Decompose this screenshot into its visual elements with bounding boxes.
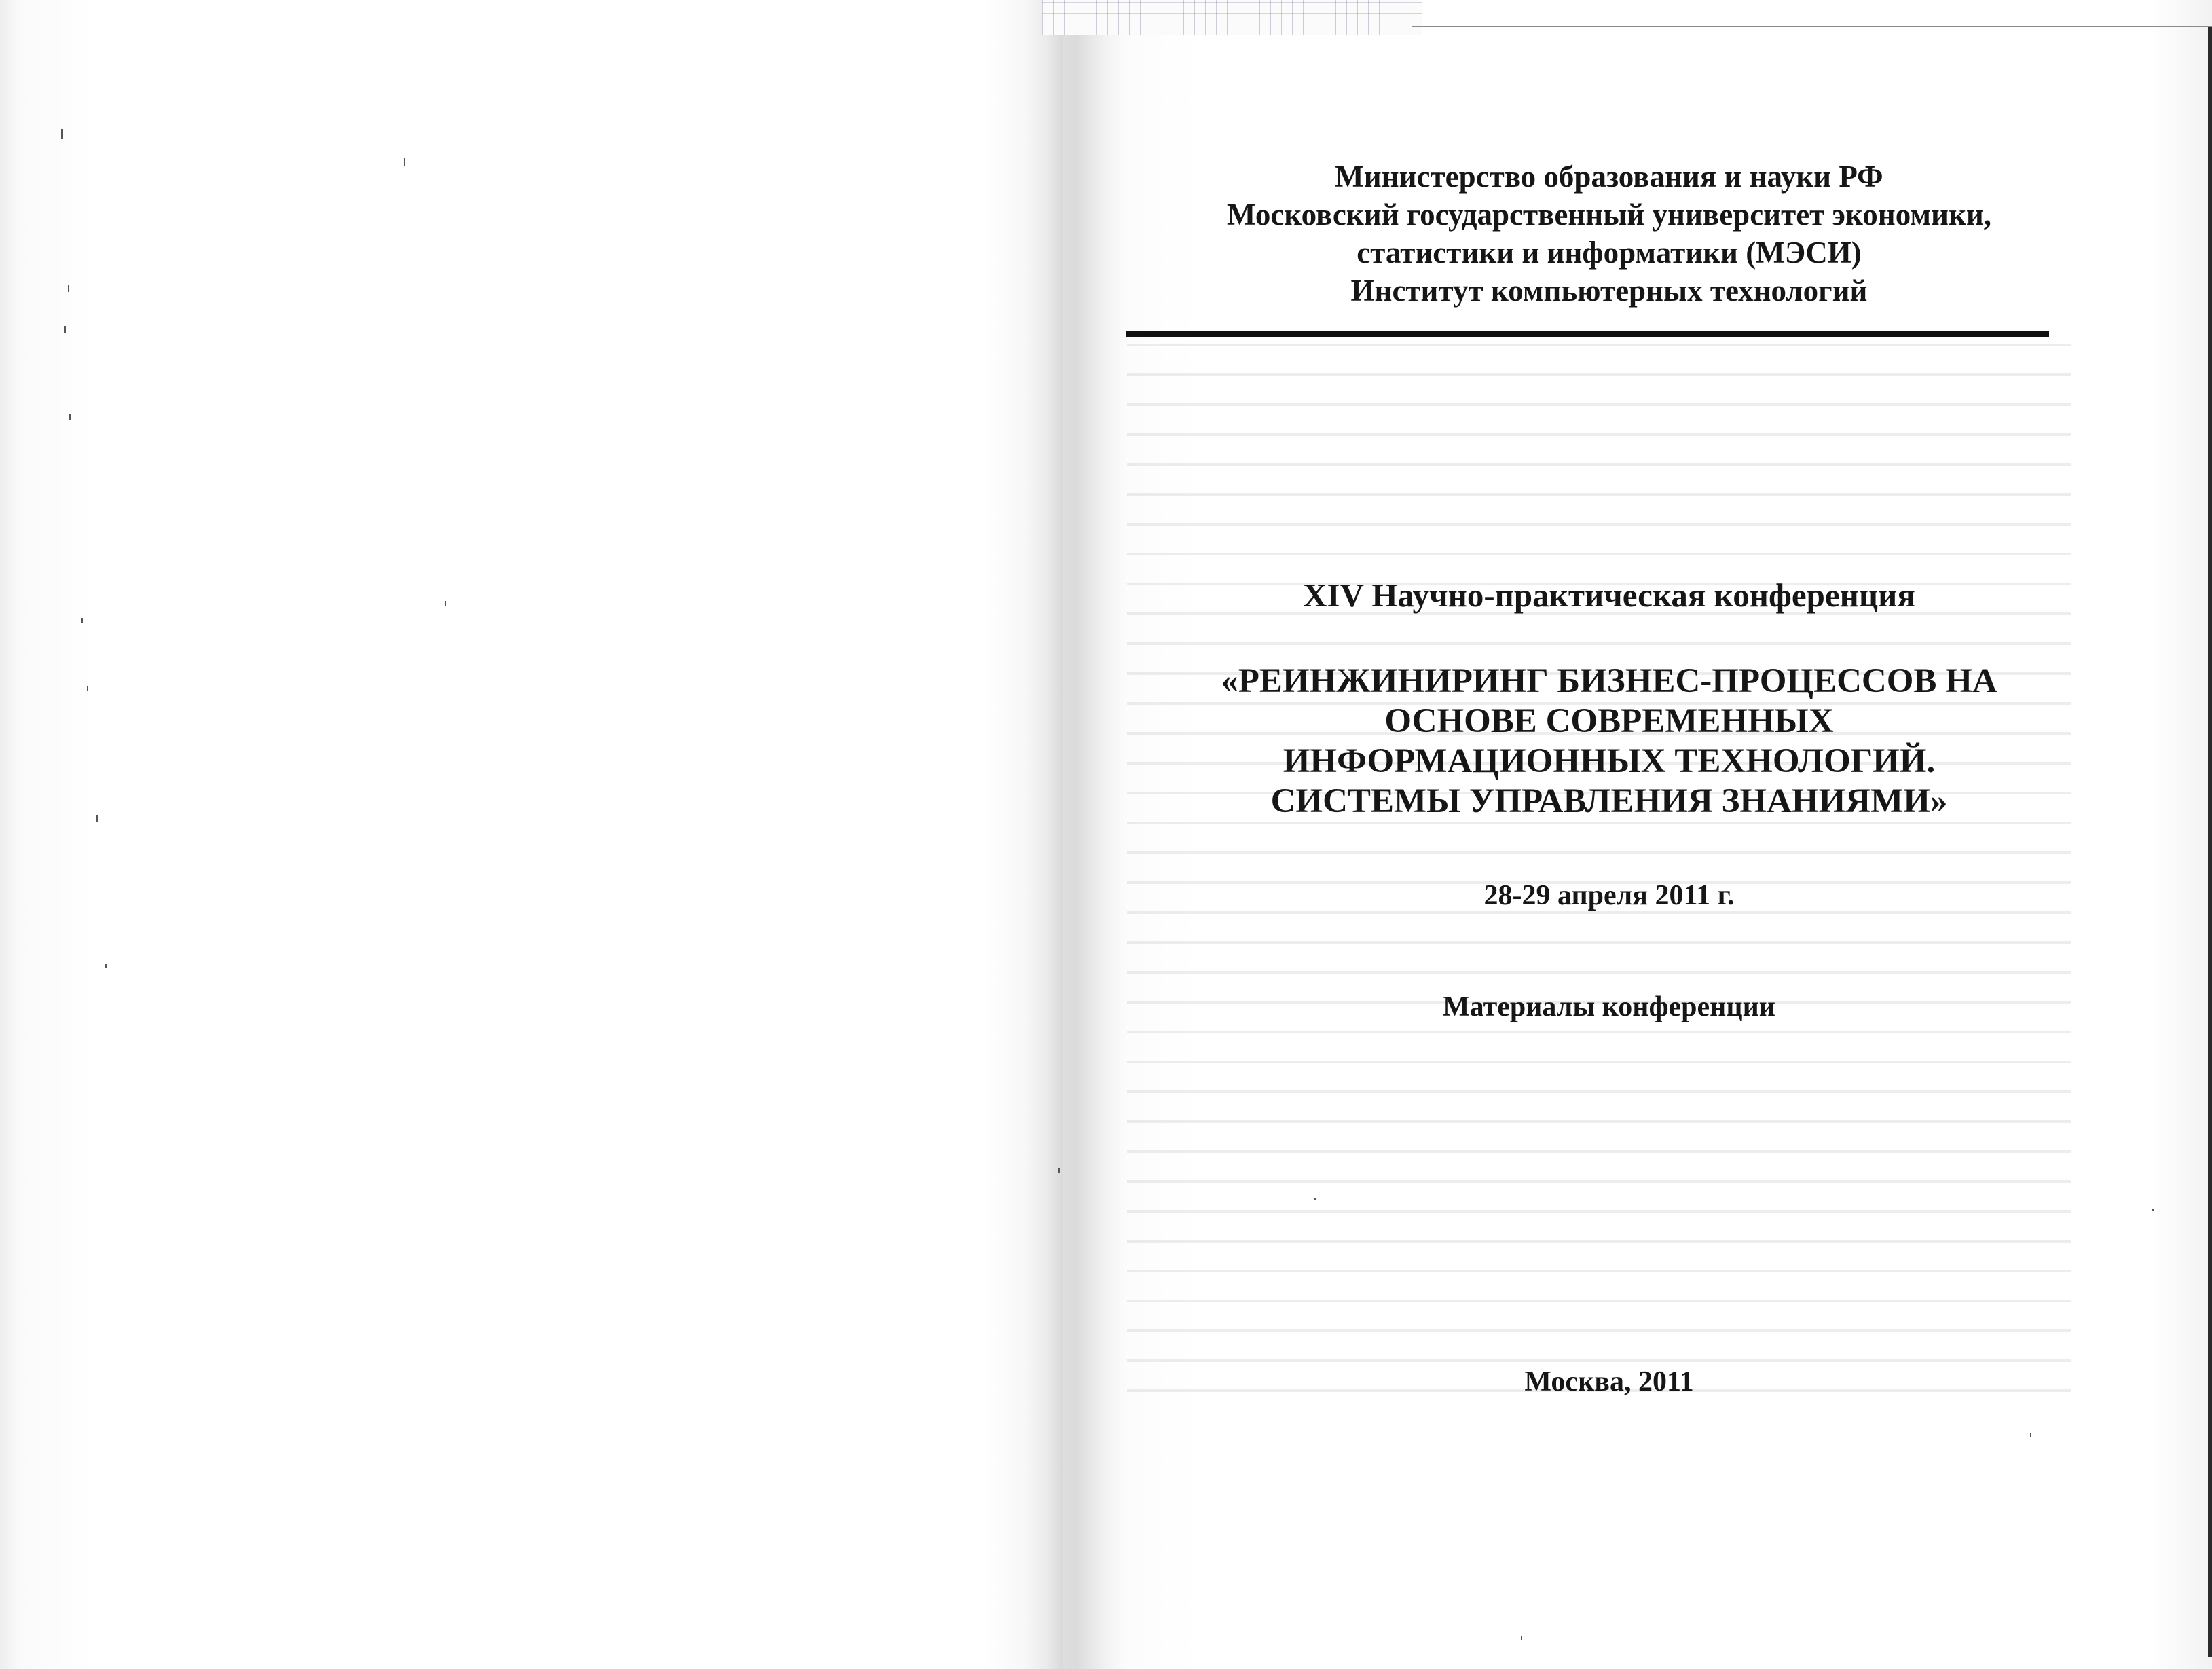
scan-speck bbox=[96, 815, 98, 822]
conference-theme bbox=[1113, 661, 2105, 822]
scan-speck bbox=[69, 414, 71, 420]
page-right-edge bbox=[2208, 27, 2212, 1657]
university-name-line-1: Московский государственный университет экономики, bbox=[1226, 198, 1992, 232]
imprint-city-year: Москва, 2011 bbox=[1524, 1366, 1694, 1397]
scan-speck bbox=[64, 326, 66, 333]
scan-speck bbox=[445, 601, 446, 606]
conference-theme-line: ОСНОВЕ СОВРЕМЕННЫХ bbox=[1384, 702, 1834, 740]
scan-speck bbox=[68, 285, 69, 292]
issuing-organization-header bbox=[1113, 158, 2105, 310]
conference-name: XIV Научно-практическая конференция bbox=[1303, 576, 1915, 614]
left-blank-page bbox=[0, 0, 1063, 1669]
header-divider-rule bbox=[1126, 331, 2049, 337]
scan-speck bbox=[2152, 1209, 2154, 1211]
book-spine-shadow bbox=[1025, 0, 1127, 1669]
scan-speck bbox=[61, 129, 63, 139]
conference-theme-line: СИСТЕМЫ УПРАВЛЕНИЯ ЗНАНИЯМИ» bbox=[1270, 782, 1948, 820]
conference-date: 28-29 апреля 2011 г. bbox=[1483, 880, 1735, 911]
scan-speck bbox=[105, 964, 107, 968]
conference-theme-line: «РЕИНЖИНИРИНГ БИЗНЕС-ПРОЦЕССОВ НА bbox=[1221, 662, 1997, 700]
ministry-name: Министерство образования и науки РФ bbox=[1335, 160, 1883, 194]
title-page-content bbox=[1113, 0, 2105, 1669]
scan-speck bbox=[404, 158, 405, 166]
publication-subtitle: Материалы конференции bbox=[1443, 991, 1775, 1023]
university-name-line-2: статистики и информатики (МЭСИ) bbox=[1357, 236, 1862, 270]
scan-speck bbox=[87, 686, 88, 691]
conference-theme-line: ИНФОРМАЦИОННЫХ ТЕХНОЛОГИЙ. bbox=[1283, 742, 1936, 780]
scan-speck bbox=[1058, 1168, 1060, 1173]
institute-name: Институт компьютерных технологий bbox=[1350, 274, 1868, 308]
scan-speck bbox=[81, 618, 83, 623]
